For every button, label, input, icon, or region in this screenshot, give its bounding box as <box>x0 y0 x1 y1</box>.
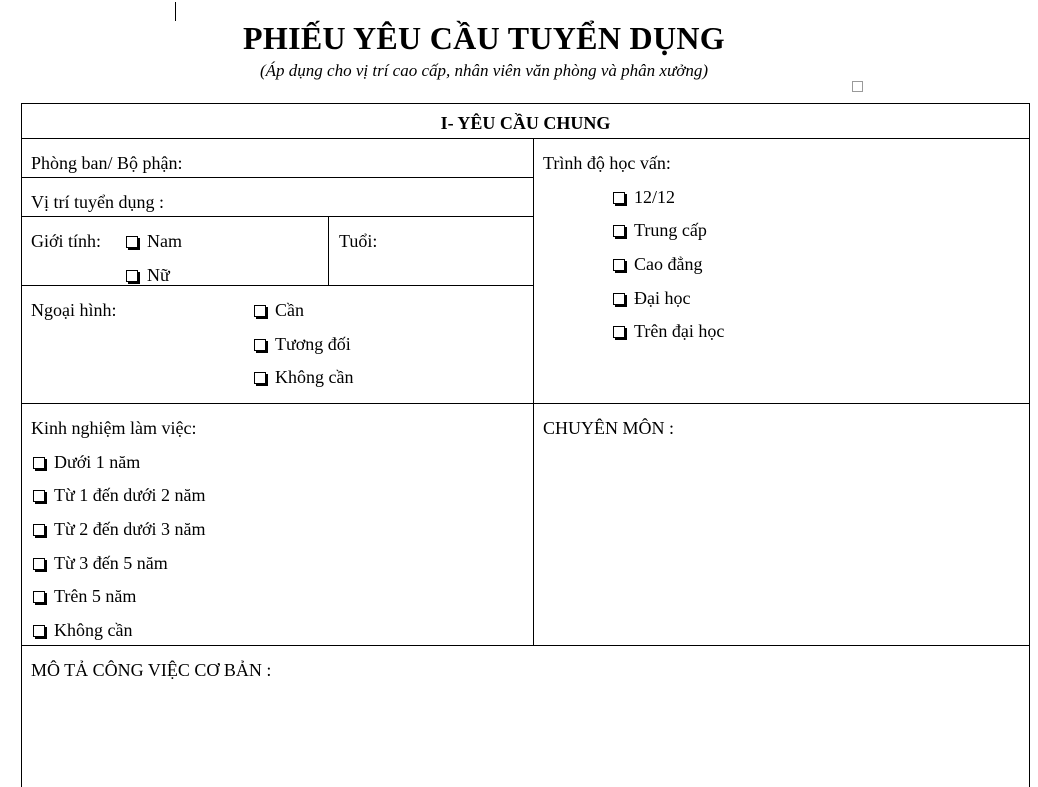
table-column-divider <box>533 138 534 646</box>
checkbox-icon <box>33 490 45 502</box>
gender-label: Giới tính: <box>31 231 102 251</box>
option-label: Trên đại học <box>634 321 725 341</box>
checkbox-icon <box>613 259 625 271</box>
age-label: Tuổi: <box>339 231 378 251</box>
option-label: Từ 2 đến dưới 3 năm <box>54 519 206 539</box>
experience-option[interactable] <box>33 619 132 641</box>
table-divider <box>21 645 1030 646</box>
education-option[interactable] <box>613 287 690 309</box>
option-label: Không cần <box>54 620 133 640</box>
education-label: Trình độ học vấn: <box>543 153 671 173</box>
option-label: Từ 1 đến dưới 2 năm <box>54 485 206 505</box>
appearance-label: Ngoại hình: <box>31 300 117 320</box>
section-title: I- YÊU CẦU CHUNG <box>440 113 611 133</box>
appearance-option[interactable] <box>254 333 351 355</box>
table-divider <box>21 285 534 286</box>
table-border-left <box>21 103 22 787</box>
checkbox-icon <box>613 192 625 204</box>
option-label: Trên 5 năm <box>54 586 137 606</box>
checkbox-icon <box>33 524 45 536</box>
experience-option[interactable] <box>33 552 168 574</box>
checkbox-icon <box>33 558 45 570</box>
checkbox-icon <box>33 591 45 603</box>
experience-option[interactable] <box>33 585 136 607</box>
department-label: Phòng ban/ Bộ phận: <box>31 153 183 173</box>
education-option[interactable] <box>613 320 724 342</box>
object-anchor-icon <box>852 81 863 92</box>
gender-option-female[interactable] <box>126 264 170 286</box>
table-divider <box>21 138 1030 139</box>
table-divider <box>21 216 534 217</box>
option-label: Tương đối <box>275 334 351 354</box>
appearance-option[interactable] <box>254 366 353 388</box>
table-border-right <box>1029 103 1030 787</box>
table-border-top <box>21 103 1030 104</box>
checkbox-icon <box>126 270 138 282</box>
table-divider <box>21 403 1030 404</box>
option-label: Cần <box>275 300 304 320</box>
experience-option[interactable] <box>33 518 206 540</box>
option-label: Nam <box>147 231 182 251</box>
position-label: Vị trí tuyển dụng : <box>31 192 164 212</box>
form-title: PHIẾU YÊU CẦU TUYỂN DỤNG <box>243 20 725 56</box>
education-option[interactable] <box>613 219 707 241</box>
checkbox-icon <box>254 305 266 317</box>
option-label: Dưới 1 năm <box>54 452 141 472</box>
table-divider <box>21 177 534 178</box>
option-label: Trung cấp <box>634 220 707 240</box>
experience-option[interactable] <box>33 451 140 473</box>
option-label: Nữ <box>147 265 170 285</box>
job-description-label: MÔ TẢ CÔNG VIỆC CƠ BẢN : <box>31 660 272 680</box>
experience-option[interactable] <box>33 484 206 506</box>
education-option[interactable] <box>613 186 675 208</box>
option-label: 12/12 <box>634 187 676 207</box>
experience-label: Kinh nghiệm làm việc: <box>31 418 197 438</box>
checkbox-icon <box>33 457 45 469</box>
education-option[interactable] <box>613 253 702 275</box>
gender-option-male[interactable] <box>126 230 182 252</box>
option-label: Không cần <box>275 367 354 387</box>
option-label: Từ 3 đến 5 năm <box>54 553 168 573</box>
checkbox-icon <box>613 326 625 338</box>
specialty-label: CHUYÊN MÔN : <box>543 418 675 438</box>
checkbox-icon <box>613 293 625 305</box>
appearance-option[interactable] <box>254 299 304 321</box>
checkbox-icon <box>126 236 138 248</box>
option-label: Cao đẳng <box>634 254 703 274</box>
form-subtitle: (Áp dụng cho vị trí cao cấp, nhân viên văn phòng và phân xưởng) <box>260 61 708 80</box>
checkbox-icon <box>33 625 45 637</box>
checkbox-icon <box>254 339 266 351</box>
checkbox-icon <box>613 225 625 237</box>
table-column-divider <box>328 216 329 286</box>
option-label: Đại học <box>634 288 691 308</box>
checkbox-icon <box>254 372 266 384</box>
